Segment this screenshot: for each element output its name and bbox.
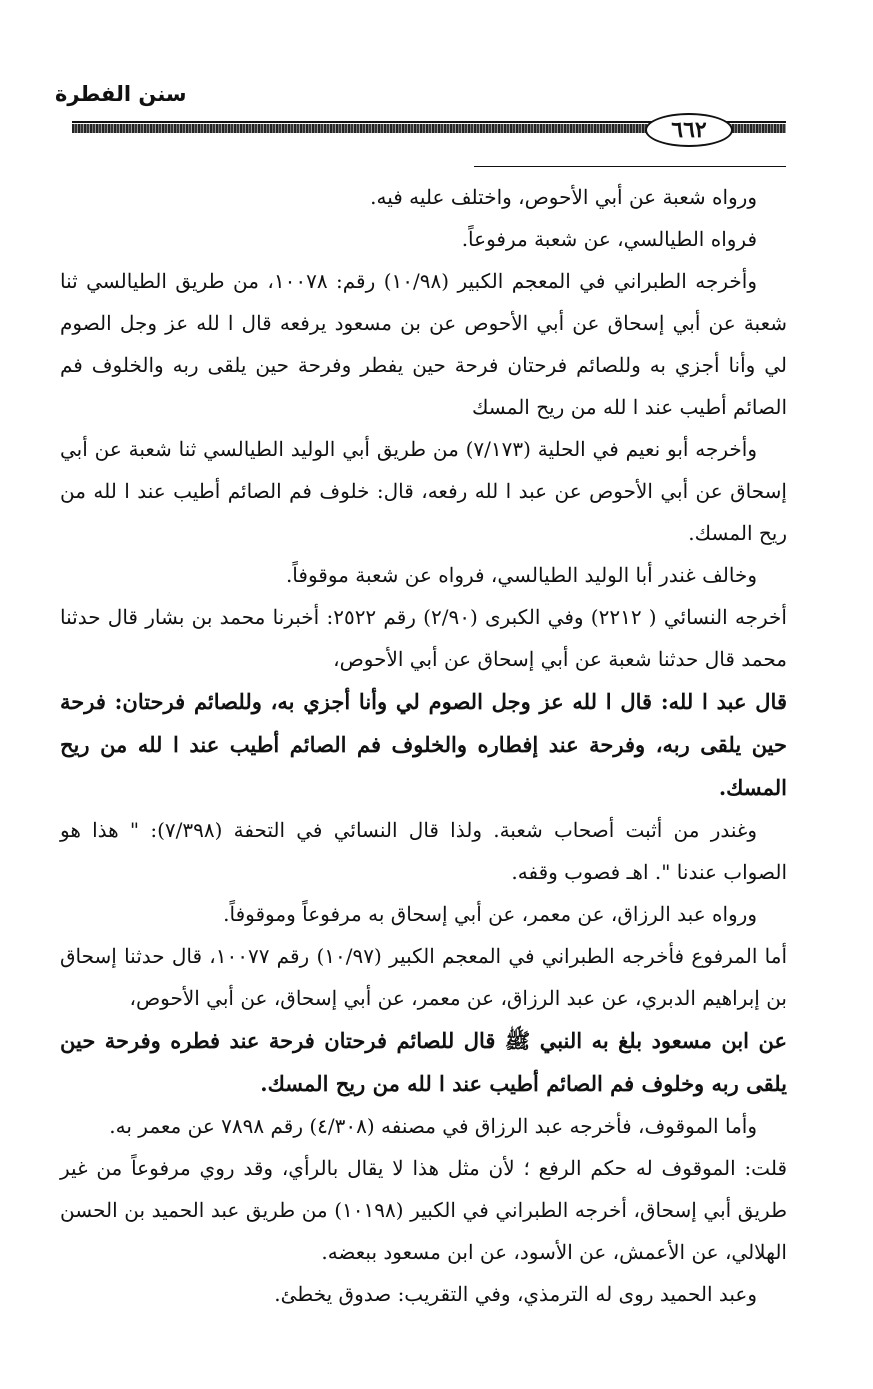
- footnote-body: [60, 176, 787, 1315]
- paragraph: وغندر من أثبت أصحاب شعبة. ولذا قال النسائي في التحفة (٧/٣٩٨): " هذا هو الصواب عندنا ". اهـ فصوب وقفه.: [60, 818, 787, 884]
- hadith-quote: عن ابن مسعود بلغ به النبي ﷺ قال للصائم فرحتان فرحة عند فطره وفرحة حين يلقى ربه وخلوف فم الصائم أطيب عند ا لله من ريح المسك.: [60, 1028, 787, 1096]
- paragraph: وأما الموقوف، فأخرجه عبد الرزاق في مصنفه (٤/٣٠٨) رقم ٧٨٩٨ عن معمر به.: [109, 1114, 757, 1138]
- paragraph: وأخرجه أبو نعيم في الحلية (٧/١٧٣) من طريق أبي الوليد الطيالسي ثنا شعبة عن أبي إسحاق عن أبي الأحوص عن عبد ا لله رفعه، قال: خلوف فم الصائم أطيب عند ا لله من ريح المسك.: [60, 437, 787, 545]
- paragraph: وعبد الحميد روى له الترمذي، وفي التقريب: صدوق يخطئ.: [274, 1282, 757, 1306]
- footnote-separator: [474, 166, 786, 167]
- paragraph: ورواه عبد الرزاق، عن معمر، عن أبي إسحاق به مرفوعاً وموقوفاً.: [223, 902, 757, 926]
- hadith-quote: قال عبد ا لله: قال ا لله عز وجل الصوم لي وأنا أجزي به، وللصائم فرحتان: فرحة حين يلقى ربه، وفرحة عند إفطاره والخلوف فم الصائم أطيب عند ا لله من ريح المسك.: [60, 689, 787, 800]
- paragraph: وأخرجه الطبراني في المعجم الكبير (١٠/٩٨) رقم: ١٠٠٧٨، من طريق الطيالسي ثنا شعبة عن أبي إسحاق عن أبي الأحوص عن بن مسعود يرفعه قال ا لله عز وجل الصوم لي وأنا أجزي به وللصائم فرحتان فرحة حين يفطر وفرحة حين يلقى ربه والخلوف فم الصائم أطيب عند ا لله من ريح المسك: [60, 269, 787, 419]
- paragraph: وخالف غندر أبا الوليد الطيالسي، فرواه عن شعبة موقوفاً.: [285, 563, 757, 587]
- page-number: ٦٦٢: [645, 113, 733, 147]
- running-header-title: سنن الفطرة: [55, 82, 187, 106]
- paragraph: فرواه الطيالسي، عن شعبة مرفوعاً.: [461, 227, 757, 251]
- paragraph: ورواه شعبة عن أبي الأحوص، واختلف عليه فيه.: [370, 185, 757, 209]
- paragraph: قلت: الموقوف له حكم الرفع ؛ لأن مثل هذا لا يقال بالرأي، وقد روي مرفوعاً من غير طريق أبي إسحاق، أخرجه الطبراني في الكبير (١٠١٩٨) من طريق عبد الحميد بن الحسن الهلالي، عن الأعمش، عن الأسود، عن ابن مسعود ببعضه.: [60, 1156, 787, 1264]
- paragraph: أما المرفوع فأخرجه الطبراني في المعجم الكبير (١٠/٩٧) رقم ١٠٠٧٧، قال حدثنا إسحاق بن إبراهيم الدبري، عن عبد الرزاق، عن معمر، عن أبي إسحاق، عن أبي الأحوص،: [60, 944, 787, 1010]
- paragraph: أخرجه النسائي ( ٢٢١٢) وفي الكبرى (٢/٩٠) رقم ٢٥٢٢: أخبرنا محمد بن بشار قال حدثنا محمد قال حدثنا شعبة عن أبي إسحاق عن أبي الأحوص،: [60, 605, 787, 671]
